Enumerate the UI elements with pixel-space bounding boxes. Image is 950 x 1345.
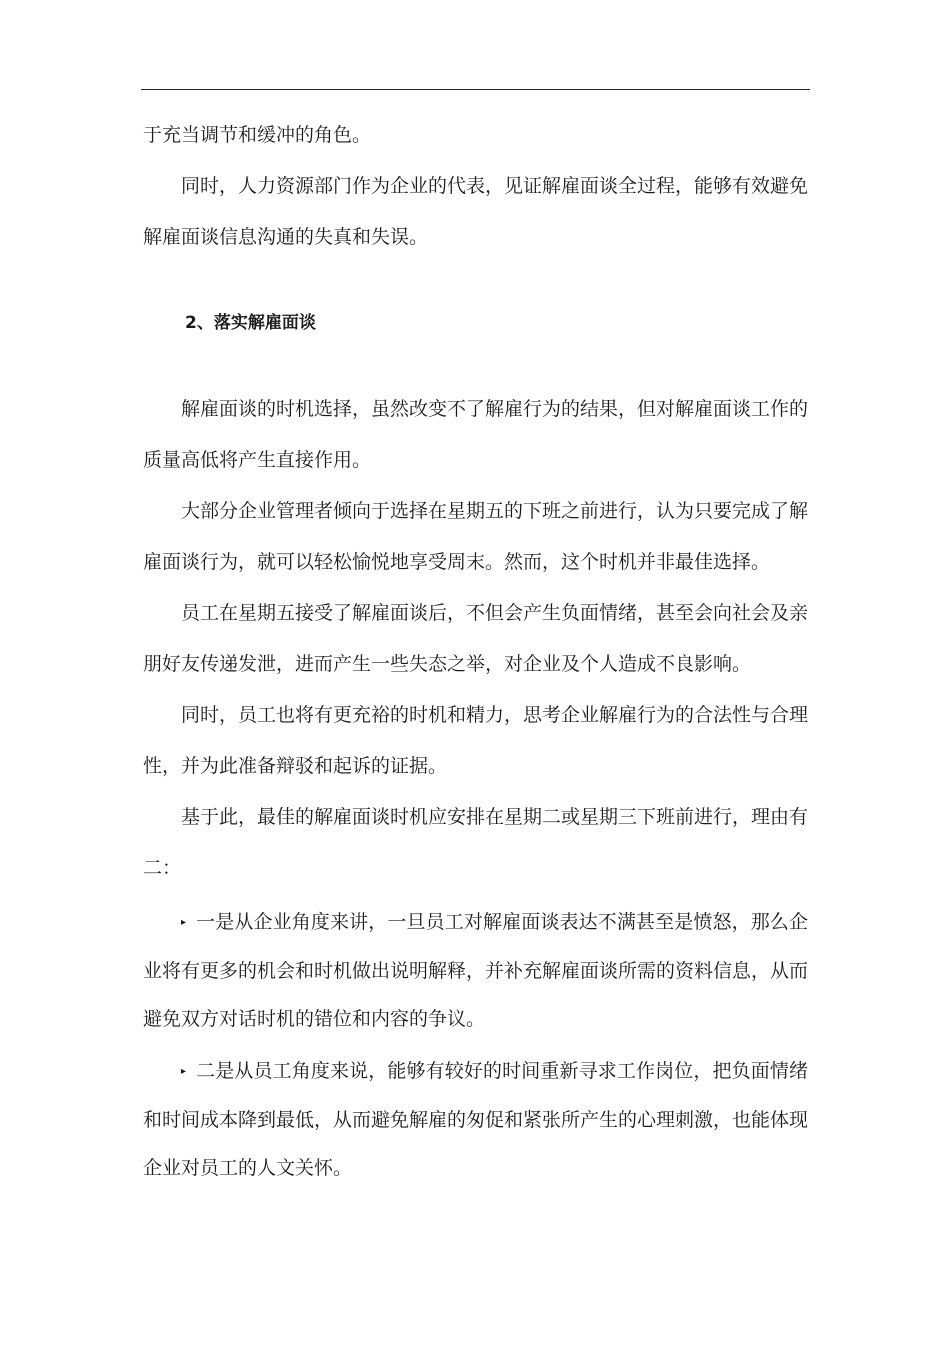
paragraph: 解雇面谈的时机选择，虽然改变不了解雇行为的结果，但对解雇面谈工作的质量高低将产生直接作用。 — [143, 398, 809, 471]
bullet-item — [143, 898, 808, 1043]
bullet-item — [143, 1047, 808, 1192]
paragraph: 员工在星期五接受了解雇面谈后，不但会产生负面情绪，甚至会向社会及亲朋好友传递发泄，进而产生一些失态之举，对企业及个人造成不良影响。 — [143, 602, 809, 675]
paragraph: 于充当调节和缓冲的角色。 — [143, 124, 372, 146]
triangle-bullet-icon: ▸ — [181, 917, 187, 928]
bullet-text: 二是从员工角度来说，能够有较好的时间重新寻求工作岗位，把负面情绪和时间成本降到最低，从而避免解雇的匆促和紧张所产生的心理刺激，也能体现企业对员工的人文关怀。 — [143, 1060, 809, 1179]
paragraph: 基于此，最佳的解雇面谈时机应安排在星期二或星期三下班前进行，理由有二： — [143, 806, 809, 879]
paragraph: 大部分企业管理者倾向于选择在星期五的下班之前进行，认为只要完成了解雇面谈行为，就可以轻松愉悦地享受周末。然而，这个时机并非最佳选择。 — [143, 500, 809, 573]
paragraph: 同时，员工也将有更充裕的时机和精力，思考企业解雇行为的合法性与合理性，并为此准备辩驳和起诉的证据。 — [143, 704, 809, 777]
section-heading: 2、落实解雇面谈 — [185, 313, 316, 333]
bullet-text: 一是从企业角度来讲，一旦员工对解雇面谈表达不满甚至是愤怒，那么企业将有更多的机会和时机做出说明解释，并补充解雇面谈所需的资料信息，从而避免双方对话时机的错位和内容的争议。 — [143, 911, 809, 1030]
document-body — [143, 110, 808, 1192]
header-rule — [141, 89, 810, 90]
triangle-bullet-icon: ▸ — [181, 1066, 187, 1077]
paragraph: 同时，人力资源部门作为企业的代表，见证解雇面谈全过程，能够有效避免解雇面谈信息沟通的失真和失误。 — [143, 175, 809, 248]
